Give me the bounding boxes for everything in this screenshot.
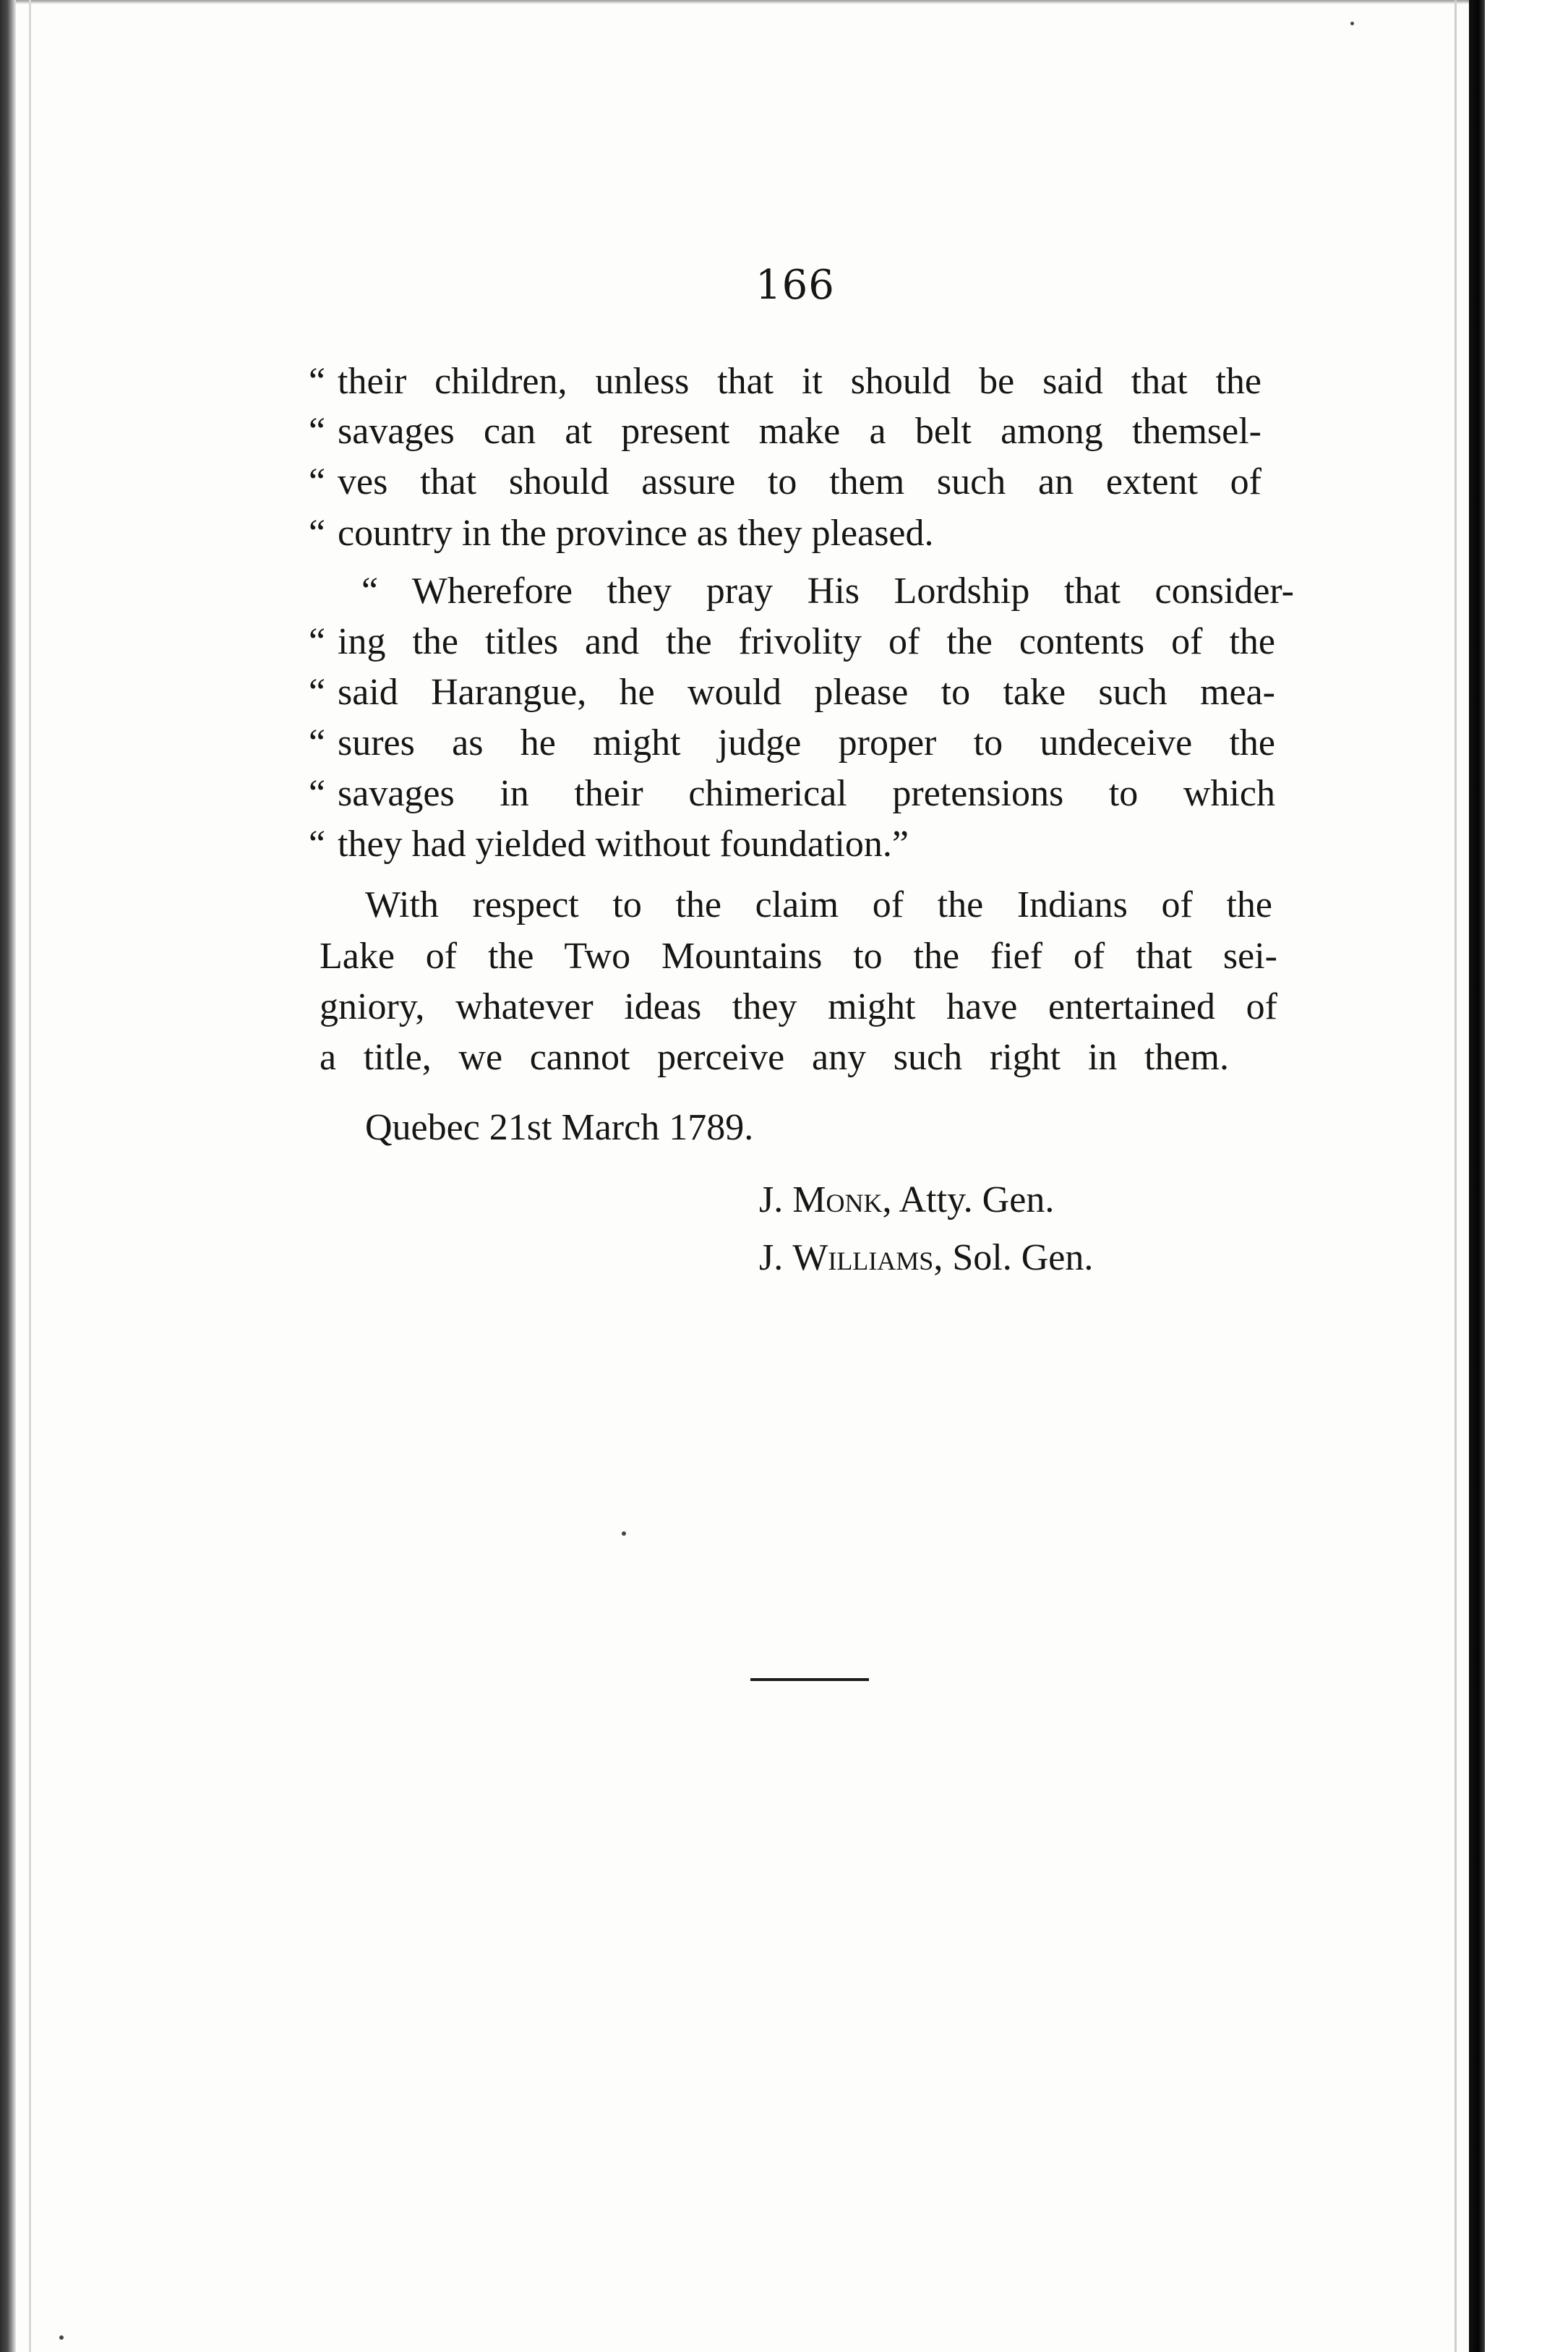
text-line — [309, 671, 1275, 714]
quote-mark: “ — [309, 513, 326, 554]
line-text: ing the titles and the frivolity of the contents of the — [338, 621, 1275, 662]
paper-speck — [622, 1531, 626, 1536]
text-line — [320, 985, 1277, 1029]
signature-name: Williams — [792, 1237, 934, 1278]
line-text: Lake of the Two Mountains to the fief of that sei- — [320, 936, 1277, 977]
quote-mark: “ — [309, 824, 326, 865]
signature-title: , Atty. Gen. — [882, 1179, 1055, 1220]
text-line — [309, 620, 1275, 664]
line-text: With respect to the claim of the Indians of the — [365, 884, 1272, 925]
text-line — [309, 823, 909, 866]
paper-speck — [1350, 22, 1354, 25]
line-text: they had yielded without foundation.” — [338, 824, 909, 865]
text-line — [309, 722, 1275, 765]
signature-title: , Sol. Gen. — [933, 1237, 1094, 1278]
text-line — [309, 360, 1261, 403]
line-text: savages can at present make a belt among themsel- — [338, 411, 1261, 452]
quote-mark: “ — [309, 672, 326, 713]
quote-mark: “ — [309, 722, 326, 764]
page-number: 166 — [755, 262, 835, 309]
section-end-rule — [750, 1678, 869, 1681]
text-line — [320, 1036, 1229, 1079]
text-line — [365, 884, 1272, 927]
text-line — [309, 512, 934, 555]
line-text: gniory, whatever ideas they might have entertained of — [320, 986, 1277, 1027]
text-line — [309, 461, 1261, 504]
signature-initial: J. — [759, 1179, 784, 1220]
text-line — [309, 772, 1275, 816]
signature-attorney-general — [759, 1179, 1054, 1222]
quote-mark: “ — [309, 621, 326, 662]
line-text: a title, we cannot perceive any such right in them. — [320, 1037, 1229, 1078]
dateline: Quebec 21st March 1789. — [365, 1107, 754, 1148]
line-text: ves that should assure to them such an extent of — [338, 461, 1261, 503]
signature-initial: J. — [759, 1237, 784, 1278]
signature-solicitor-general — [759, 1236, 1093, 1280]
text-line — [309, 410, 1261, 453]
line-text: savages in their chimerical pretensions to which — [338, 773, 1275, 814]
quote-mark: “ — [309, 361, 326, 402]
signature-name: Monk — [792, 1179, 883, 1220]
text-line — [361, 570, 1294, 613]
text-line — [320, 935, 1277, 978]
line-text: said Harangue, he would please to take such mea- — [338, 672, 1275, 713]
line-text: “ Wherefore they pray His Lordship that consider- — [361, 570, 1294, 612]
quote-mark: “ — [309, 461, 326, 503]
line-text: their children, unless that it should be said that the — [338, 361, 1261, 402]
quote-mark: “ — [309, 411, 326, 452]
line-text: sures as he might judge proper to undeceive the — [338, 722, 1275, 764]
quote-mark: “ — [309, 773, 326, 814]
paper-speck — [59, 2335, 64, 2340]
line-text: country in the province as they pleased. — [338, 513, 934, 554]
